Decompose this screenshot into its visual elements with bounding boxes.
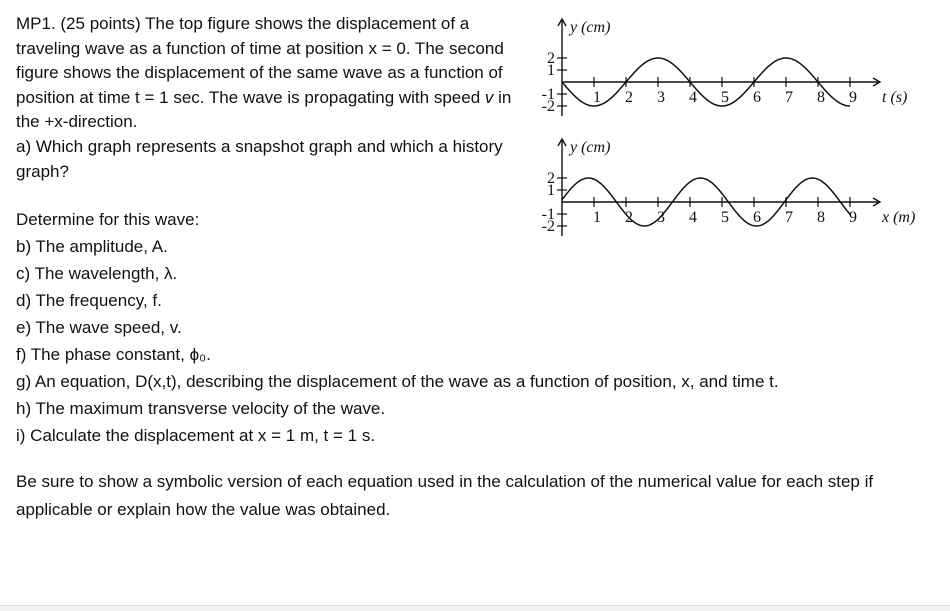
x-tick-label: 1	[593, 209, 601, 226]
y-tick-label: 2	[547, 50, 555, 67]
part-e: e) The wave speed, v.	[16, 318, 182, 337]
x-tick-label: 9	[849, 89, 857, 106]
x-tick-label: 6	[753, 209, 761, 226]
x-tick-label: 9	[849, 209, 857, 226]
intro-text-1: MP1. (25 points) The top figure shows the displacement of a traveling wave as a function of time at position x = 0. The second figure shows the displacement of the same wave as a function of position at time t = 1 sec. The wave is propagating with speed	[16, 14, 504, 107]
part-h: h) The maximum transverse velocity of the wave.	[16, 399, 386, 418]
x-tick-label: 5	[721, 89, 729, 106]
x-tick-label: 8	[817, 209, 825, 226]
x-tick-label: 5	[721, 209, 729, 226]
x-tick-label: 3	[657, 209, 665, 226]
y-axis-label: y (cm)	[570, 139, 611, 156]
snapshot-graph-svg	[532, 130, 932, 240]
part-g: g) An equation, D(x,t), describing the displacement of the wave as a function of position, x, and time t.	[16, 372, 779, 391]
problem-intro	[16, 12, 536, 184]
snapshot-graph	[532, 130, 932, 240]
x-tick-label: 4	[689, 209, 697, 226]
x-tick-label: 6	[753, 89, 761, 106]
y-tick-label: -2	[541, 218, 555, 235]
y-tick-label: 2	[547, 170, 555, 187]
closing-instructions: Be sure to show a symbolic version of each equation used in the calculation of the numerical value for each step if applicable or explain how the value was obtained.	[16, 472, 874, 519]
x-tick-label: 8	[817, 89, 825, 106]
x-tick-label: 7	[785, 209, 793, 226]
history-graph-svg	[532, 10, 932, 120]
y-tick-label: 1	[547, 182, 555, 199]
x-axis-label: x (m)	[882, 209, 916, 226]
part-i: i) Calculate the displacement at x = 1 m, t = 1 s.	[16, 426, 376, 445]
x-tick-label: 4	[689, 89, 697, 106]
part-b: b) The amplitude, A.	[16, 237, 168, 256]
part-d: d) The frequency, f.	[16, 291, 162, 310]
part-f: f) The phase constant, ϕ₀.	[16, 345, 211, 364]
x-tick-label: 3	[657, 89, 665, 106]
intro-text-2: in the +x-direction.	[16, 87, 512, 132]
x-axis-label: t (s)	[882, 89, 908, 106]
y-axis-label: y (cm)	[570, 19, 611, 36]
intro-speed-symbol: v	[484, 87, 494, 107]
y-tick-label: 1	[547, 62, 555, 79]
x-tick-label: 7	[785, 89, 793, 106]
history-graph	[532, 10, 932, 120]
part-c: c) The wavelength, λ.	[16, 264, 178, 283]
y-tick-label: -1	[541, 206, 555, 223]
x-tick-label: 1	[593, 89, 601, 106]
y-tick-label: -1	[541, 86, 555, 103]
x-tick-label: 2	[625, 89, 633, 106]
part-a: a) Which graph represents a snapshot graph and which a history graph?	[16, 136, 503, 181]
y-tick-label: -2	[541, 98, 555, 115]
bottom-scroll-edge	[0, 605, 950, 611]
x-tick-label: 2	[625, 209, 633, 226]
determine-heading: Determine for this wave:	[16, 210, 200, 229]
question-list	[16, 206, 779, 449]
